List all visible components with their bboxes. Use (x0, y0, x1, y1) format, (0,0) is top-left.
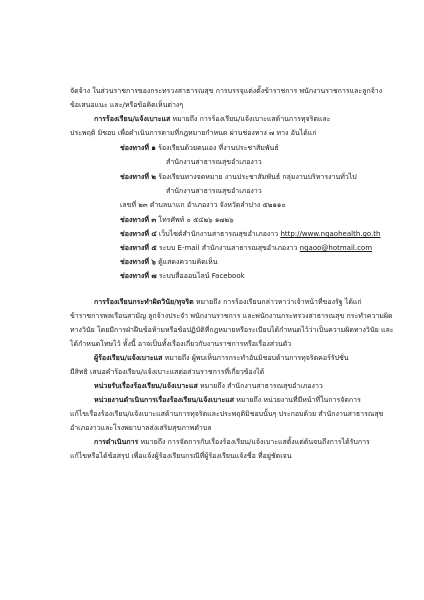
complainant-term: ผู้ร้องเรียน/แจ้งเบาะแส (94, 354, 163, 362)
channel-4-text: เว็บไซต์สำนักงานสาธารณสุขอำเภองาว (156, 230, 281, 238)
channel-7 (120, 272, 245, 281)
receiving-unit-text: หมายถึง สำนักงานสาธารณสุขอำเภองาว (197, 382, 323, 390)
channel-7-label: ช่องทางที่ ๗ (120, 272, 157, 280)
action-definition-line-1 (94, 438, 370, 447)
channel-2-sub: สำนักงานสาธารณสุขอำเภองาว (166, 187, 262, 195)
complainant-definition-text: หมายถึง ผู้พบเห็นการกระทำอันมิชอบด้านการทุจริตคอร์รัปชั่น (162, 354, 349, 362)
channel-1 (120, 144, 279, 153)
complainant-definition-line-1 (94, 354, 349, 363)
channel-6-label: ช่องทางที่ ๖ (120, 258, 156, 266)
channel-5-label: ช่องทางที่ ๕ (120, 244, 157, 252)
channel-2 (120, 173, 357, 182)
misconduct-definition-line-3: ทางวินัย โดยมีการฝ่าฝืนข้อห้ามหรือข้อปฏิบัติที่กฎหมายหรือระเบียบได้กำหนดไว้ว่าเป็นความผิดทางวินัย และ (70, 326, 394, 334)
handling-unit-definition-line-3: อำเภองาวและโรงพยาบาลส่งเสริมสุขภาพตำบล (70, 424, 212, 432)
complainant-definition-line-2: มีสิทธิ เสนอคำร้องเรียน/แจ้งเบาะแสต่อส่วนราชการที่เกี่ยวข้องได้ (70, 368, 265, 376)
receiving-unit-term: หน่วยรับเรื่องร้องเรียน/แจ้งเบาะแส (94, 382, 198, 390)
channel-1-label: ช่องทางที่ ๑ (120, 144, 156, 152)
channel-4 (120, 230, 381, 239)
handling-unit-term: หน่วยงานดำเนินการเรื่องร้องเรียน/แจ้งเบาะแส (94, 396, 235, 404)
channel-3-label: ช่องทางที่ ๓ (120, 216, 157, 224)
channel-4-label: ช่องทางที่ ๔ (120, 230, 157, 238)
action-definition-text: หมายถึง การจัดการกับเรื่องร้องเรียน/แจ้งเบาะแสตั้งแต่ต้นจนถึงการได้รับการ (138, 438, 370, 446)
receiving-unit-definition (94, 382, 323, 391)
misconduct-definition-line-4: ได้กำหนดโทษไว้ ทั้งนี้ อาจเป็นทั้งเรื่องเกี่ยวกับงานราชการหรือเรื่องส่วนตัว (70, 340, 292, 348)
channel-1-text: ร้องเรียนด้วยตนเอง ที่งานประชาสัมพันธ์ (155, 144, 279, 152)
handling-unit-definition-line-1 (94, 396, 361, 405)
channel-5 (120, 244, 372, 253)
complaint-definition-line-1 (94, 115, 330, 124)
misconduct-term: การร้องเรียนกระทำผิดวินัย/ทุจริต (94, 298, 194, 306)
channel-1-sub: สำนักงานสาธารณสุขอำเภองาว (166, 158, 262, 166)
channel-2-address: เลขที่ ๒๓ ตำบลนาแก อำเภองาว จังหวัดลำปาง ๕๒๑๑๐ (120, 201, 286, 209)
channel-2-text: ร้องเรียนทางจดหมาย งานประชาสัมพันธ์ กลุ่มงานบริหารงานทั่วไป (156, 173, 357, 181)
channel-3-text: โทรศัพท์ ๐ ๕๔๒๖ ๑๗๒๖ (156, 216, 234, 224)
intro-line-2: ข้อเสนอแนะ และ/หรือข้อคิดเห็นต่างๆ (70, 101, 184, 109)
intro-line-1: จัดจ้าง ในส่วนราชการของกระทรวงสาธารณสุข การบรรจุแต่งตั้งข้าราชการ พนักงานราชการและลูกจ้าง (70, 87, 383, 95)
channel-6-text: ตู้แสดงความคิดเห็น (155, 258, 218, 266)
channel-5-text: ระบบ E-mail สำนักงานสาธารณสุขอำเภองาว (156, 244, 300, 252)
complaint-term: การร้องเรียน/แจ้งเบาะแส (94, 115, 171, 123)
complaint-definition-text: หมายถึง การร้องเรียน/แจ้งเบาะแสด้านการทุจริตและ (170, 115, 331, 123)
action-definition-line-2: แก้ไขหรือได้ข้อสรุป เพื่อแจ้งผู้ร้องเรียนกรณีที่ผู้ร้องเรียนแจ้งชื่อ ที่อยู่ชัดเจน (70, 452, 292, 460)
channel-7-text: ระบบสื่อออนไลน์ Facebook (156, 272, 245, 280)
channel-6 (120, 258, 218, 267)
handling-unit-definition-line-2: แก้ไขเรื่องร้องเรียน/แจ้งเบาะแสด้านการทุจริตและประพฤติมิชอบนั้นๆ ประกอบด้วย สำนักงานสาธารณสุข (70, 410, 384, 418)
misconduct-definition-text: หมายถึง การร้องเรียนกล่าวหาว่าเจ้าหน้าที่ของรัฐ ได้แก่ (193, 298, 362, 306)
website-link[interactable]: http://www.ngaohealth.go.th (280, 230, 381, 238)
channel-2-label: ช่องทางที่ ๒ (120, 173, 157, 181)
handling-unit-text: หมายถึง หน่วยงานที่มีหน้าที่ในการจัดการ (234, 396, 361, 404)
misconduct-definition-line-2: ข้าราชการพลเรือนสามัญ ลูกจ้างประจำ พนักงานราชการ และพนักงานกระทรวงสาธารณสุข กระทำความผิด (70, 312, 393, 320)
action-term: การดำเนินการ (94, 438, 139, 446)
complaint-definition-line-2: ประพฤติ มิชอบ เพื่อดำเนินการตามที่กฎหมายกำหนด ผ่านช่องทาง ๗ ทาง อันได้แก่ (70, 129, 317, 137)
channel-3 (120, 216, 234, 225)
misconduct-definition-line-1 (94, 298, 362, 307)
email-link[interactable]: ngaoo@hotmail.com (299, 244, 373, 252)
